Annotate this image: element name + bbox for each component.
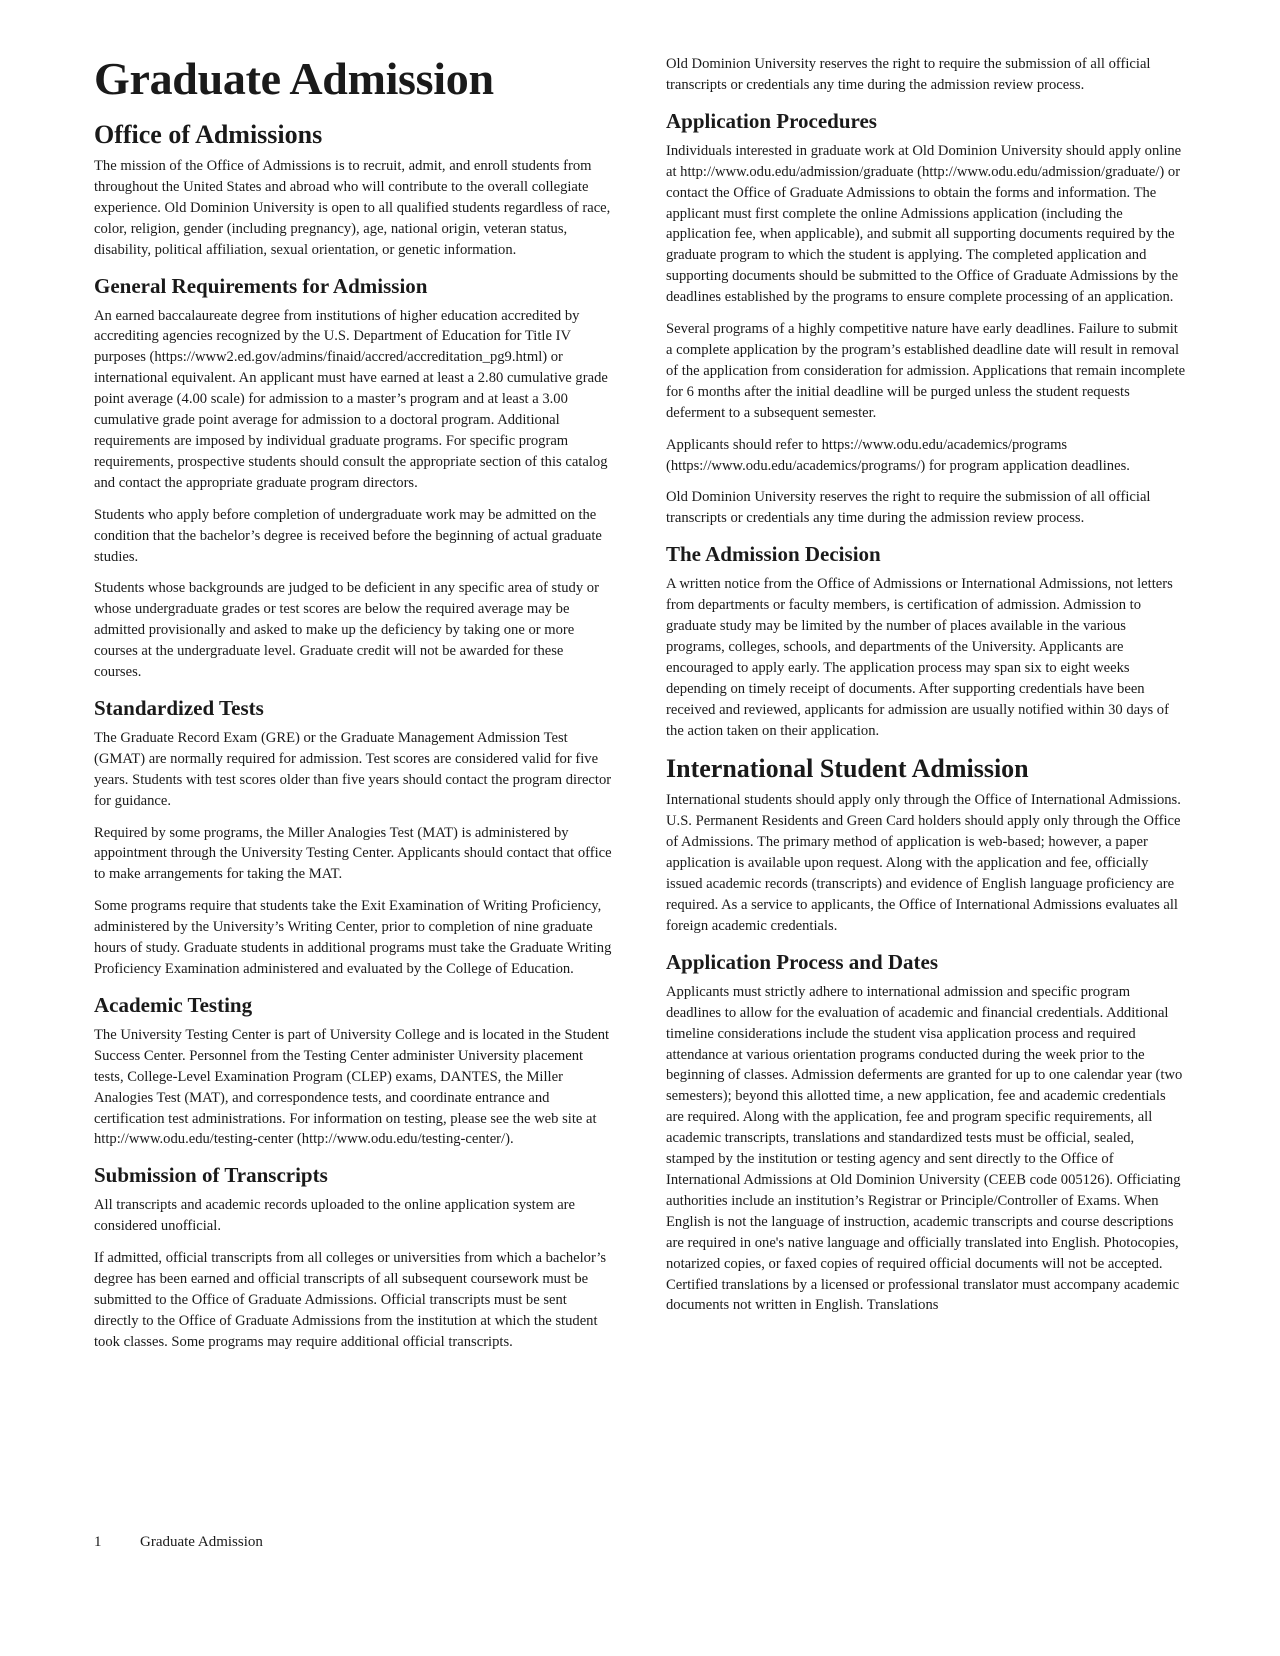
admission-decision-heading: The Admission Decision: [666, 542, 881, 567]
standardized-tests-paragraph-1: The Graduate Record Exam (GRE) or the Graduate Management Admission Test (GMAT) are normally required for admission. Test scores are considered valid for five years. Students with test scores older than five years should contact the program director for guidance.: [94, 729, 612, 809]
academic-testing-heading: Academic Testing: [94, 992, 253, 1017]
application-procedures-paragraph-2: Several programs of a highly competitive nature have early deadlines. Failure to submit a complete application by the program’s established deadline date will result in removal of the application from consideration for admission. Applications that remain incomplete for 6 months after the initial deadline will be purged unless the student requests deferment to a subsequent semester.: [666, 321, 1186, 421]
page-number: 1: [94, 1534, 102, 1550]
office-of-admissions-heading: Office of Admissions: [94, 120, 323, 149]
page-title: Graduate Admission: [94, 53, 494, 104]
application-procedures-paragraph-4: Old Dominion University reserves the right to require the submission of all official transcripts or credentials any time during the admission review process.: [666, 489, 1151, 527]
transcripts-paragraph-1: All transcripts and academic records uploaded to the online application system are considered unofficial.: [94, 1197, 576, 1235]
general-requirements-paragraph-2: Students who apply before completion of undergraduate work may be admitted on the condition that the bachelor’s degree is received before the beginning of actual graduate studies.: [94, 506, 602, 565]
general-requirements-paragraph-3: Students whose backgrounds are judged to be deficient in any specific area of study or whose undergraduate grades or test scores are below the required average may be admitted provisionally and asked to make up the deficiency by taking one or more courses at the undergraduate level. Graduate credit will not be awarded for these courses.: [94, 580, 599, 681]
page-footer: [94, 1534, 263, 1551]
footer-section-title: Graduate Admission: [140, 1534, 263, 1550]
application-procedures-heading: Application Procedures: [666, 108, 877, 133]
academic-testing-paragraph: The University Testing Center is part of University College and is located in the Student Success Center. Personnel from the Testing Center administer University placement tests, College-Level Examination Program (CLEP) exams, DANTES, the Miller Analogies Test (MAT), and correspondence tests, and coordinate entrance and certification test administrations. For information on testing, please see the web site at http://www.odu.edu/testing-center (http://www.odu.edu/testing-center/).: [94, 1026, 610, 1148]
international-student-admission-heading: International Student Admission: [666, 754, 1029, 784]
submission-of-transcripts-heading: Submission of Transcripts: [94, 1163, 328, 1188]
reserve-right-paragraph: Old Dominion University reserves the right to require the submission of all official transcripts or credentials any time during the admission review process.: [666, 56, 1151, 93]
international-admission-paragraph: International students should apply only through the Office of International Admissions. U.S. Permanent Residents and Green Card holders should apply only through the Office of Admissions. The primary method of application is web-based; however, a paper application is available upon request. Along with the application and fee, officially issued academic records (transcripts) and evidence of English language proficiency are required. As a service to applicants, the Office of International Admissions evaluates all foreign academic credentials.: [666, 792, 1181, 934]
standardized-tests-paragraph-2: Required by some programs, the Miller Analogies Test (MAT) is administered by appointment through the University Testing Center. Applicants should contact that office to make arrangements for taking the MAT.: [94, 824, 612, 883]
standardized-tests-paragraph-3: Some programs require that students take the Exit Examination of Writing Proficiency, administered by the University’s Writing Center, prior to completion of nine graduate hours of study. Graduate students in additional programs must take the Graduate Writing Proficiency Examination administered and evaluated by the College of Education.: [94, 898, 612, 977]
general-requirements-heading: General Requirements for Admission: [94, 273, 428, 298]
application-process-paragraph: Applicants must strictly adhere to international admission and specific program deadlines to allow for the evaluation of academic and financial credentials. Additional timeline considerations include the student visa application process and required attendance at various orientation programs conducted during the week prior to the beginning of classes. Admission deferments are granted for up to one calendar year (two semesters); beyond this allotted time, a new application, fee and academic credentials are required. Along with the application, fee and program specific requirements, all academic transcripts, translations and standardized tests must be official, sealed, stamped by the institution or testing agency and sent directly to the Office of International Admissions at Old Dominion University (CEEB code 005126). Officiating authorities include an institution’s Registrar or Principle/Controller of Exams. When English is not the language of instruction, academic transcripts and course descriptions are required in one's native language and officially translated into English. Photocopies, notarized copies, or faxed copies of required official documents will not be accepted. Certified translations by a licensed or professional translator must accompany academic documents not written in English. Translations: [666, 983, 1183, 1314]
application-process-dates-heading: Application Process and Dates: [666, 949, 939, 974]
general-requirements-paragraph-1: An earned baccalaureate degree from institutions of higher education accredited by accrediting agencies recognized by the U.S. Department of Education for Title IV purposes (https://www2.ed.gov/admins/finaid/accred/accreditation_pg9.html) or international equivalent. An applicant must have earned at least a 2.80 cumulative grade point average (4.00 scale) for admission to a master’s program and at least a 3.00 cumulative grade point average for admission to a doctoral program. Additional requirements are imposed by individual graduate programs. For specific program requirements, prospective students should consult the appropriate section of this catalog and contact the appropriate graduate program directors.: [94, 307, 608, 491]
left-column: [94, 50, 614, 1364]
right-column: [666, 54, 1186, 1327]
transcripts-paragraph-2: If admitted, official transcripts from all colleges or universities from which a bachelor’s degree has been earned and official transcripts of all subsequent coursework must be submitted to the Office of Graduate Admissions. Official transcripts must be sent directly to the Office of Graduate Admissions from the institution at which the student took classes. Some programs may require additional official transcripts.: [94, 1250, 607, 1350]
standardized-tests-heading: Standardized Tests: [94, 695, 264, 720]
office-mission-paragraph: The mission of the Office of Admissions is to recruit, admit, and enroll students from throughout the United States and abroad who will contribute to the overall collegiate experience. Old Dominion University is open to all qualified students regardless of race, color, religion, gender (including pregnancy), age, national origin, veteran status, disability, political affiliation, sexual orientation, or genetic information.: [94, 158, 611, 258]
application-procedures-paragraph-3: Applicants should refer to https://www.odu.edu/academics/programs (https://www.odu.edu/academics/programs/) for program application deadlines.: [666, 436, 1130, 474]
application-procedures-paragraph-1: Individuals interested in graduate work at Old Dominion University should apply online at http://www.odu.edu/admission/graduate (http://www.odu.edu/admission/graduate/) or contact the Office of Graduate Admissions to obtain the forms and information. The applicant must first complete the online Admissions application (including the application fee, when applicable), and submit all supporting documents required by the graduate program to which the student is applying. The completed application and supporting documents should be submitted to the Office of Graduate Admissions by the deadlines established by the programs to ensure complete processing of an application.: [666, 142, 1182, 306]
admission-decision-paragraph: A written notice from the Office of Admissions or International Admissions, not letters from departments or faculty members, is certification of admission. Admission to graduate study may be limited by the number of places available in the various programs, colleges, schools, and departments of the University. Applicants are encouraged to apply early. The application process may span six to eight weeks depending on timely receipt of documents. After supporting credentials have been received and reviewed, applicants for admission are usually notified within 30 days of the action taken on their application.: [666, 576, 1173, 739]
